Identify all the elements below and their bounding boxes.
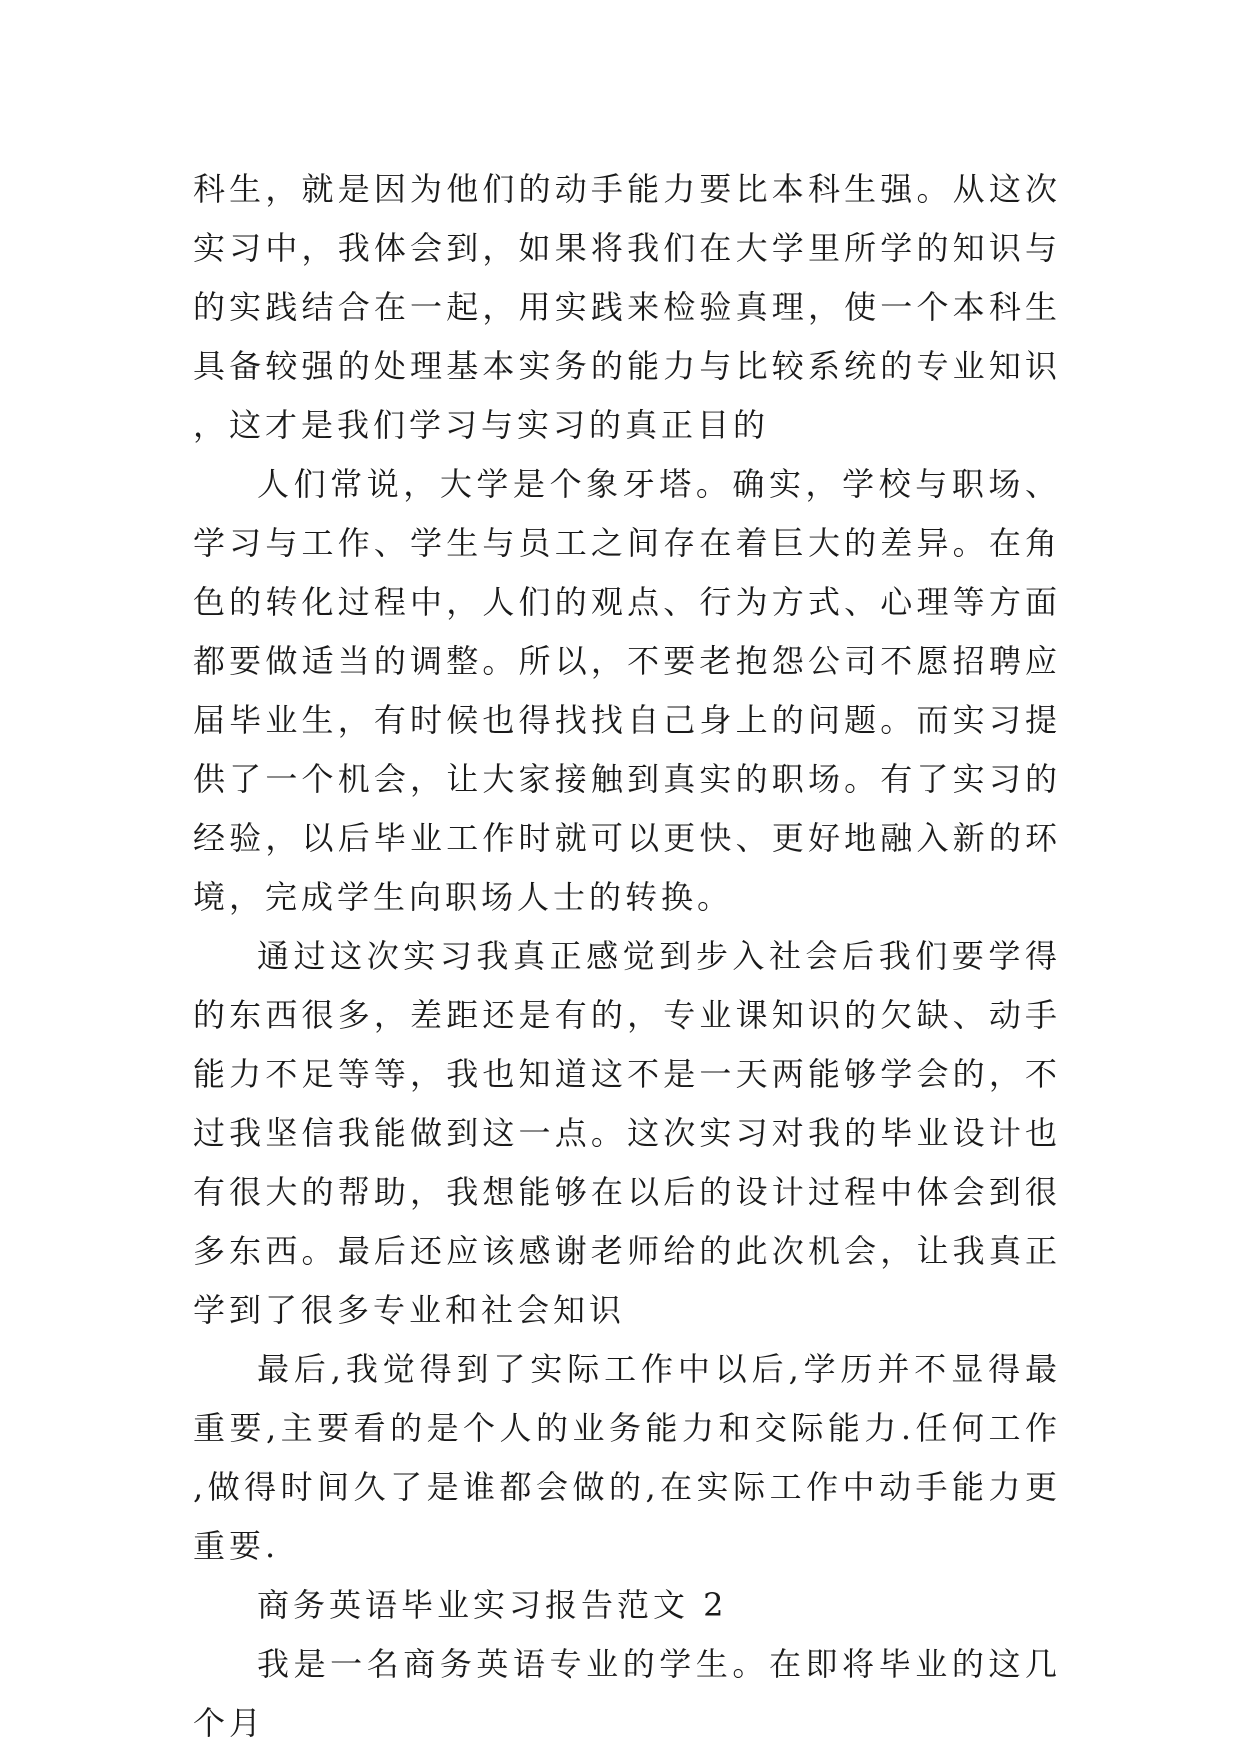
section-heading: 商务英语毕业实习报告范文 2 — [257, 1586, 728, 1624]
paragraph-3: 通过这次实习我真正感觉到步入社会后我们要学得的东西很多，差距还是有的，专业课知识的欠缺、动手能力不足等等，我也知道这不是一天两能够学会的，不过我坚信我能做到这一点。这次实习对我的毕业设计也有很大的帮助，我想能够在以后的设计过程中体会到很多东西。最后还应该感谢老师给的此次机会，让我真正学到了很多专业和社会知识 — [193, 937, 1061, 1329]
paragraph-5: 我是一名商务英语专业的学生。在即将毕业的这几个月 — [193, 1645, 1061, 1742]
document-body — [193, 160, 1061, 1753]
paragraph-2: 人们常说，大学是个象牙塔。确实，学校与职场、学习与工作、学生与员工之间存在着巨大的差异。在角色的转化过程中，人们的观点、行为方式、心理等方面都要做适当的调整。所以，不要老抱怨公司不愿招聘应届毕业生，有时候也得找找自己身上的问题。而实习提供了一个机会，让大家接触到真实的职场。有了实习的经验，以后毕业工作时就可以更快、更好地融入新的环境，完成学生向职场人士的转换。 — [193, 465, 1061, 916]
paragraph-4: 最后,我觉得到了实际工作中以后,学历并不显得最重要,主要看的是个人的业务能力和交际能力.任何工作,做得时间久了是谁都会做的,在实际工作中动手能力更重要. — [193, 1350, 1061, 1565]
paragraph-1: 科生，就是因为他们的动手能力要比本科生强。从这次实习中，我体会到，如果将我们在大学里所学的知识与的实践结合在一起，用实践来检验真理，使一个本科生具备较强的处理基本实务的能力与比较系统的专业知识，这才是我们学习与实习的真正目的 — [193, 170, 1061, 444]
